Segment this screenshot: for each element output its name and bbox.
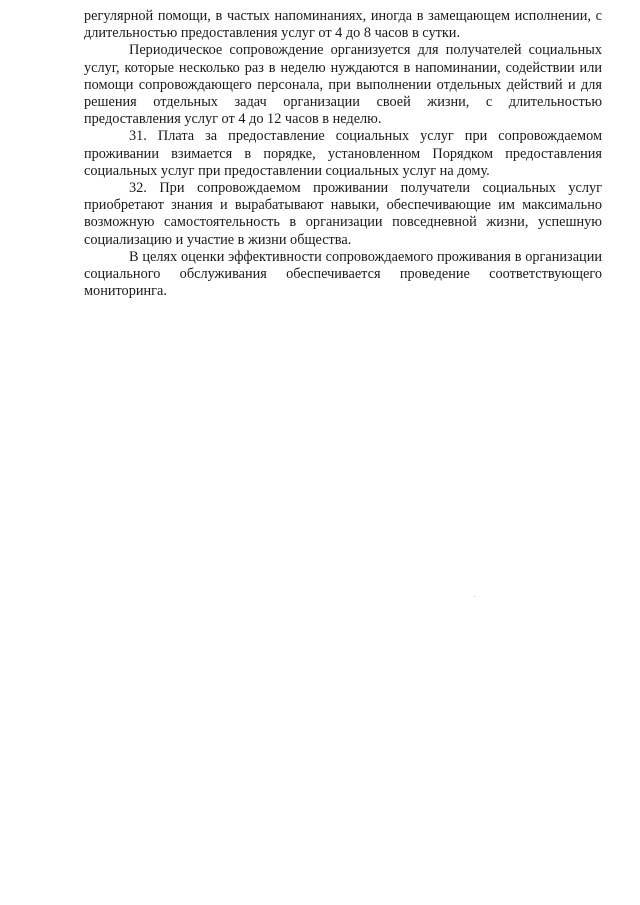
paragraph-periodic-support: Периодическое сопровождение организуется для получателей социальных услуг, которые несколько раз в неделю нуждаются в напоминании, содействии или помощи сопровождающего персонала, при выполнении отдельных действий и для решения отдельных задач организации своей жизни, с длительностью предоставления услуг от 4 до 12 часов в неделю. — [84, 42, 602, 128]
paragraph-continuation: регулярной помощи, в частых напоминаниях, иногда в замещающем исполнении, с длительностью предоставления услуг от 4 до 8 часов в сутки. — [84, 8, 602, 42]
paragraph-clause-32: 32. При сопровождаемом проживании получатели социальных услуг приобретают знания и вырабатывают навыки, обеспечивающие им максимально возможную самостоятельность в организации повседневной жизни, успешную социализацию и участие в жизни общества. — [84, 180, 602, 248]
paragraph-clause-31: 31. Плата за предоставление социальных услуг при сопровождаемом проживании взимается в порядке, установленном Порядком предоставления социальных услуг при предоставлении социальных услуг на дому. — [84, 128, 602, 179]
paragraph-monitoring: В целях оценки эффективности сопровождаемого проживания в организации социального обслуживания обеспечивается проведение соответствующего мониторинга. — [84, 248, 602, 300]
scan-speck — [474, 596, 475, 597]
document-body — [84, 8, 602, 300]
